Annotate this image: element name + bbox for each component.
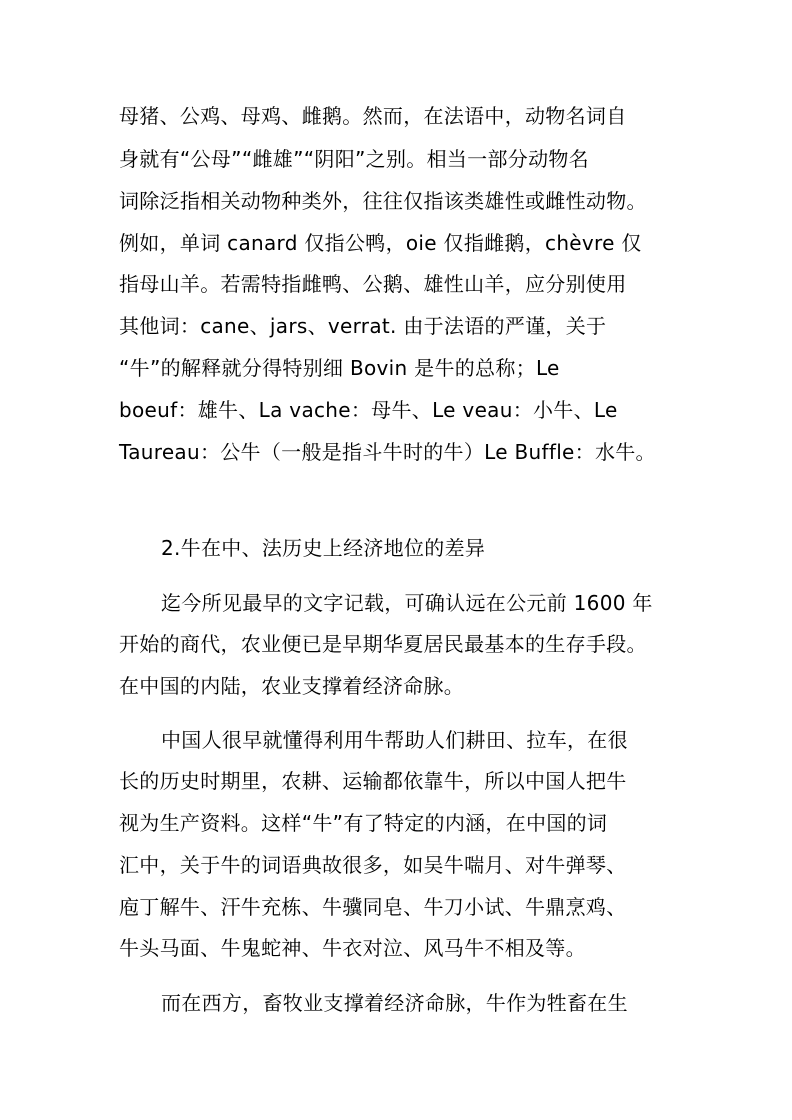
text-line: 母猪、公鸡、母鸡、雌鹅。然而，在法语中，动物名词自: [119, 104, 627, 128]
text-line: 身就有“公母”“雌雄”“阴阳”之别。相当一部分动物名: [119, 147, 589, 171]
text-line: 而在西方，畜牧业支撑着经济命脉，牛作为牲畜在生: [161, 991, 628, 1015]
text-line: “牛”的解释就分得特别细 Bovin 是牛的总称；Le: [119, 356, 560, 380]
text-line: 中国人很早就懂得利用牛帮助人们耕田、拉车，在很: [161, 728, 628, 752]
text-line: 其他词：cane、jars、verrat. 由于法语的严谨，关于: [119, 314, 607, 338]
text-line: 在中国的内陆，农业支撑着经济命脉。: [119, 674, 465, 698]
text-line: 开始的商代，农业便已是早期华夏居民最基本的生存手段。: [119, 632, 647, 656]
section-heading: 2.牛在中、法历史上经济地位的差异: [161, 536, 486, 560]
text-line: 词除泛指相关动物种类外，往往仅指该类雄性或雌性动物。: [119, 189, 647, 213]
text-line: Taureau：公牛（一般是指斗牛时的牛）Le Buffle：水牛。: [119, 440, 656, 464]
text-line: 例如，单词 canard 仅指公鸭，oie 仅指雌鹅，chèvre 仅: [119, 231, 642, 255]
text-line: 迄今所见最早的文字记载，可确认远在公元前 1600 年: [161, 591, 653, 615]
text-line: boeuf：雄牛、La vache：母牛、Le veau：小牛、Le: [119, 398, 618, 422]
text-line: 庖丁解牛、汗牛充栋、牛骥同皂、牛刀小试、牛鼎烹鸡、: [119, 895, 627, 919]
text-line: 汇中，关于牛的词语典故很多，如吴牛喘月、对牛弹琴、: [119, 853, 627, 877]
text-line: 牛头马面、牛鬼蛇神、牛衣对泣、风马牛不相及等。: [119, 936, 586, 960]
text-line: 视为生产资料。这样“牛”有了特定的内涵，在中国的词: [119, 811, 608, 835]
text-line: 长的历史时期里，农耕、运输都依靠牛，所以中国人把牛: [119, 769, 627, 793]
text-line: 指母山羊。若需特指雌鸭、公鹅、雄性山羊，应分别使用: [119, 272, 627, 296]
